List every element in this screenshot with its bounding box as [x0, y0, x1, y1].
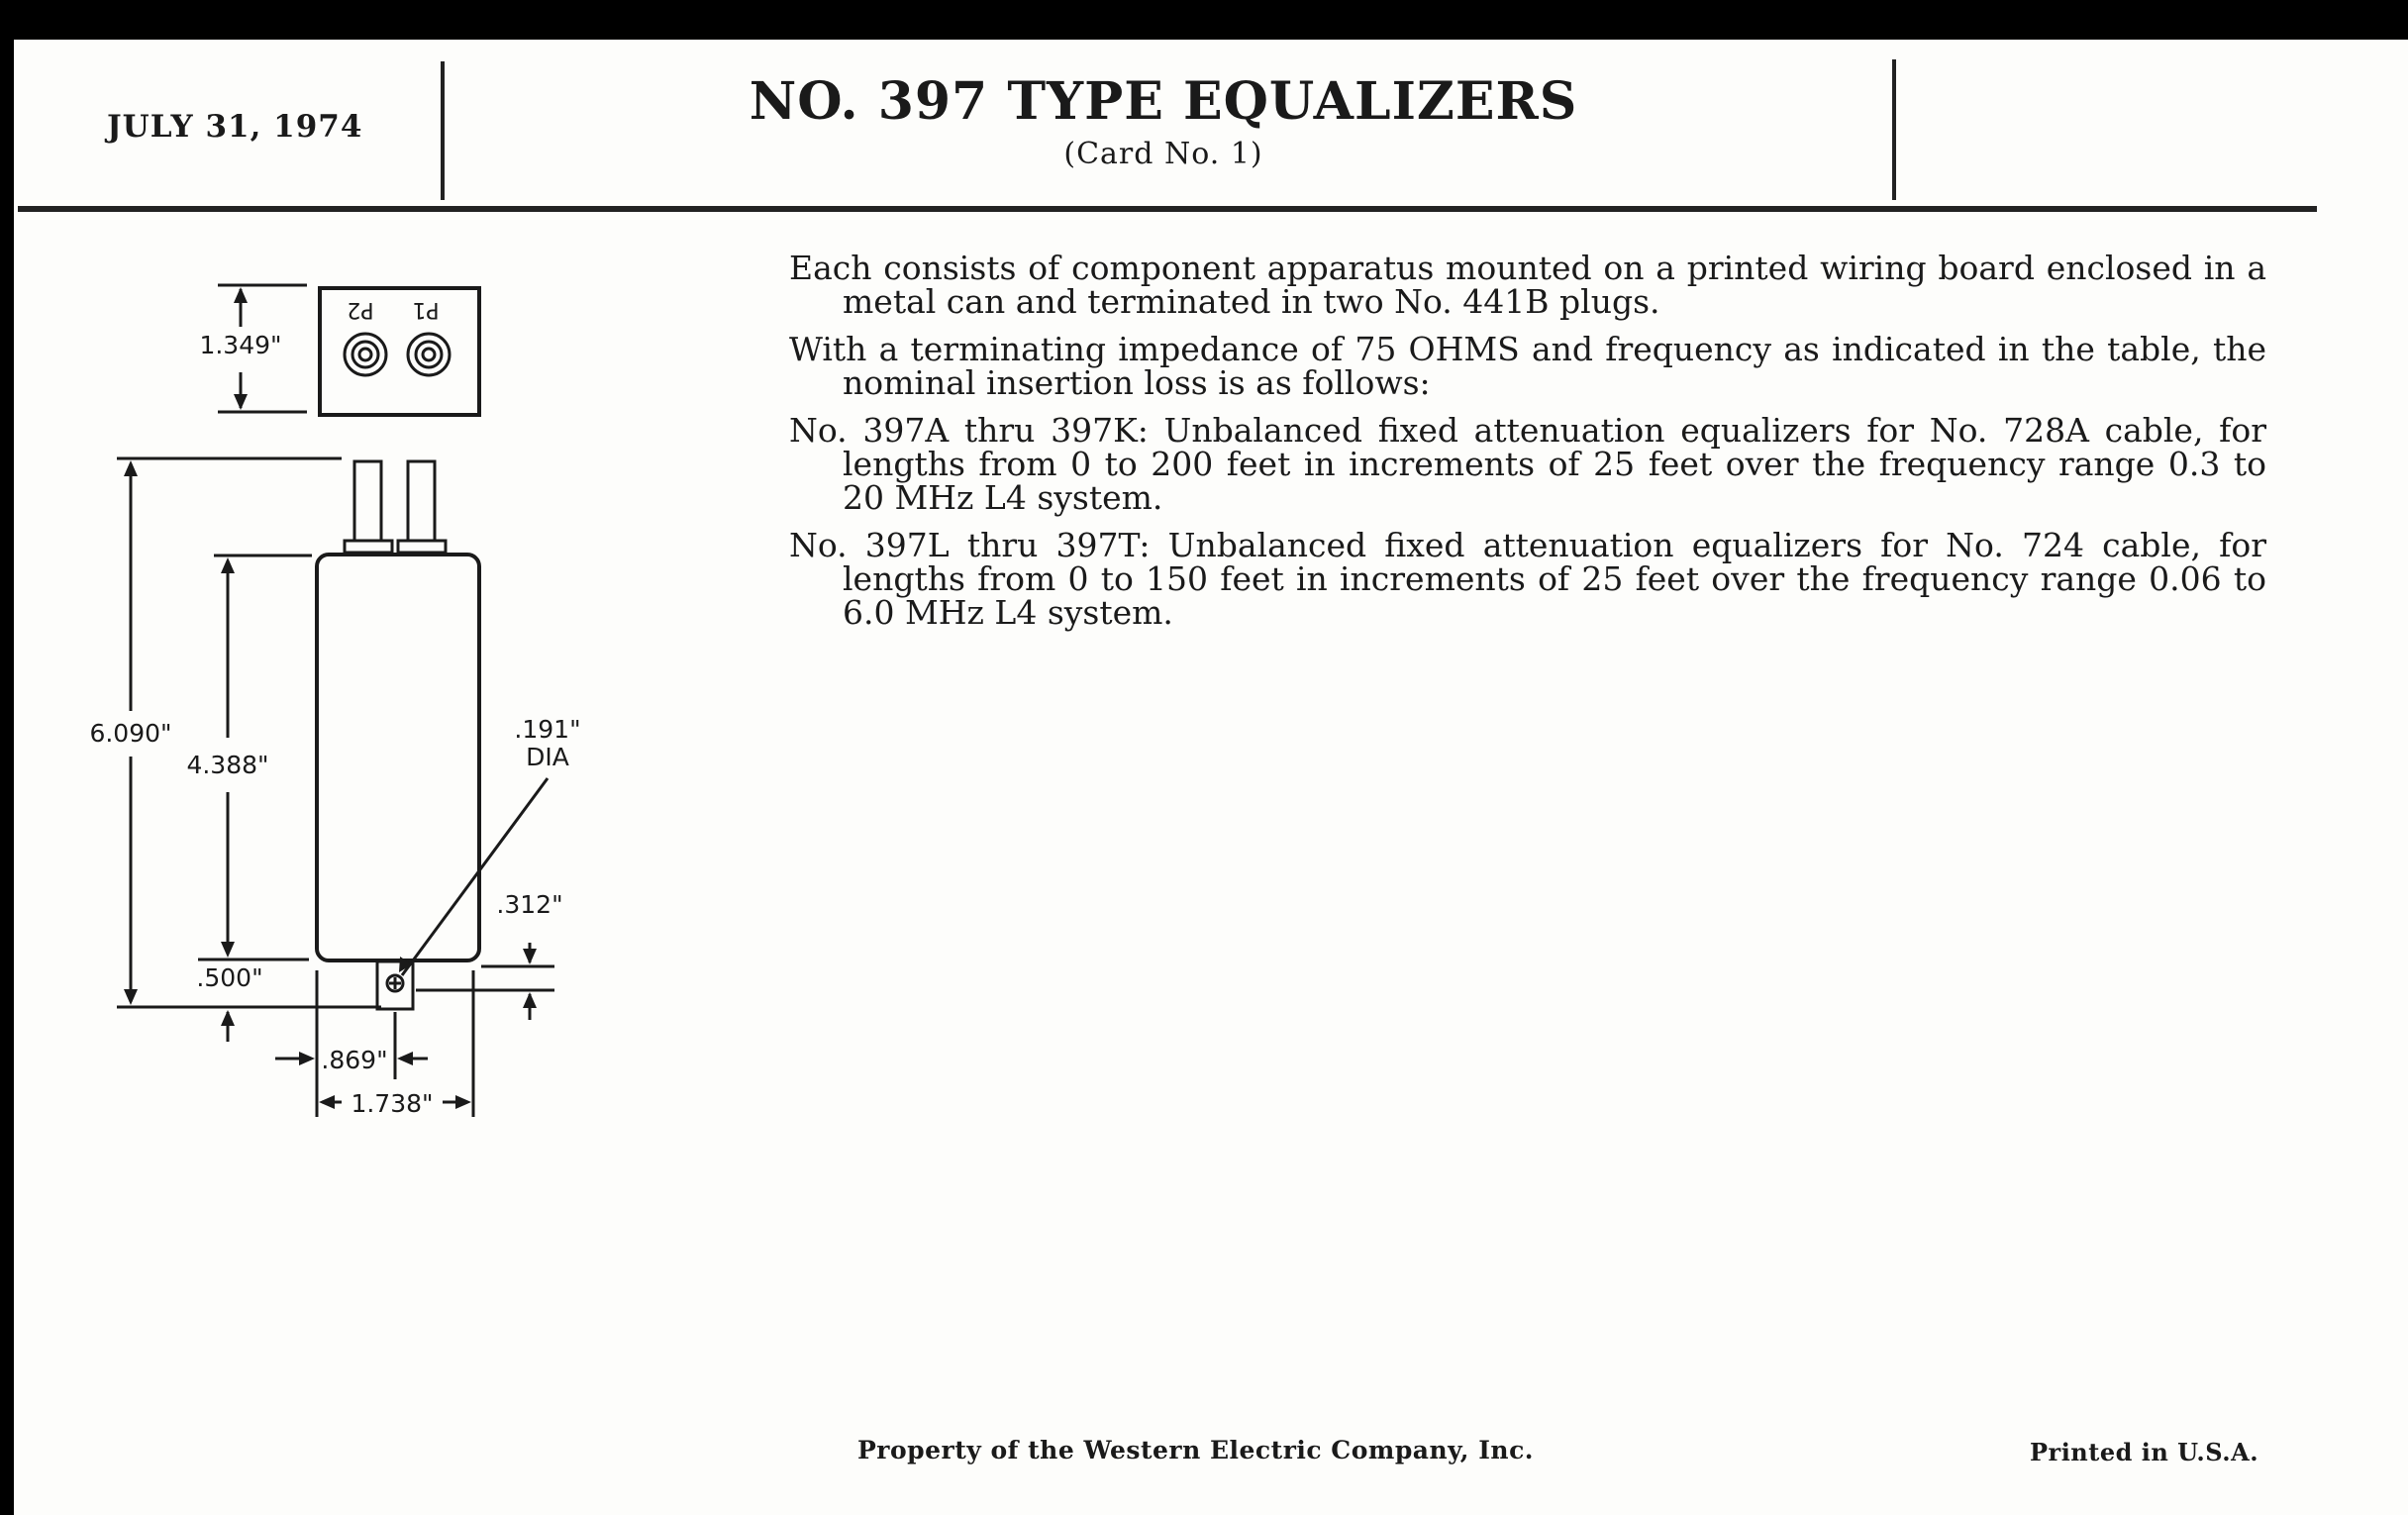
paragraph-impedance: With a terminating impedance of 75 OHMS and frequency as indicated in the table, the nominal insertion loss is as follows:	[789, 330, 2266, 402]
dim-half-width: .869"	[321, 1046, 388, 1074]
property-notice: Property of the Western Electric Company, Inc.	[857, 1436, 1535, 1464]
paragraph-397l-397t: No. 397L thru 397T: Unbalanced fixed attenuation equalizers for No. 724 cable, for lengths from 0 to 150 feet in increments of 25 feet over the frequency range 0.06 to 6.0 MHz L4 system.	[789, 526, 2266, 632]
card-title: NO. 397 TYPE EQUALIZERS	[749, 71, 1578, 132]
plug-label-p2: P2	[347, 297, 374, 322]
dim-hole-dia-unit: DIA	[526, 743, 569, 771]
dim-hole-dia: .191"	[514, 715, 581, 744]
dim-overall-height: 6.090"	[89, 719, 172, 748]
dim-bottom-offset: .500"	[196, 963, 263, 992]
dim-full-width: 1.738"	[351, 1089, 434, 1118]
can-body	[317, 555, 479, 960]
plug-p2-icon	[345, 334, 386, 375]
paragraph-construction: Each consists of component apparatus mounted on a printed wiring board enclosed in a metal can and terminated in two No. 441B plugs.	[789, 249, 2266, 321]
issue-date: JULY 31, 1974	[107, 109, 363, 145]
description	[789, 249, 2266, 644]
dim-top-height: 1.349"	[199, 331, 282, 359]
dim-tab-height: .312"	[496, 890, 563, 919]
dim-can-height: 4.388"	[186, 751, 269, 779]
plug-p1-icon	[408, 334, 450, 375]
plug-pin-2	[408, 461, 435, 541]
printed-notice: Printed in U.S.A.	[2030, 1438, 2259, 1466]
paragraph-397a-397k: No. 397A thru 397K: Unbalanced fixed attenuation equalizers for No. 728A cable, for lengths from 0 to 200 feet in increments of 25 feet over the frequency range 0.3 to 20 MHz L4 system.	[789, 411, 2266, 517]
plug-label-p1: P1	[412, 297, 440, 322]
plug-pin-1	[354, 461, 381, 541]
card-number: (Card No. 1)	[1063, 137, 1263, 171]
